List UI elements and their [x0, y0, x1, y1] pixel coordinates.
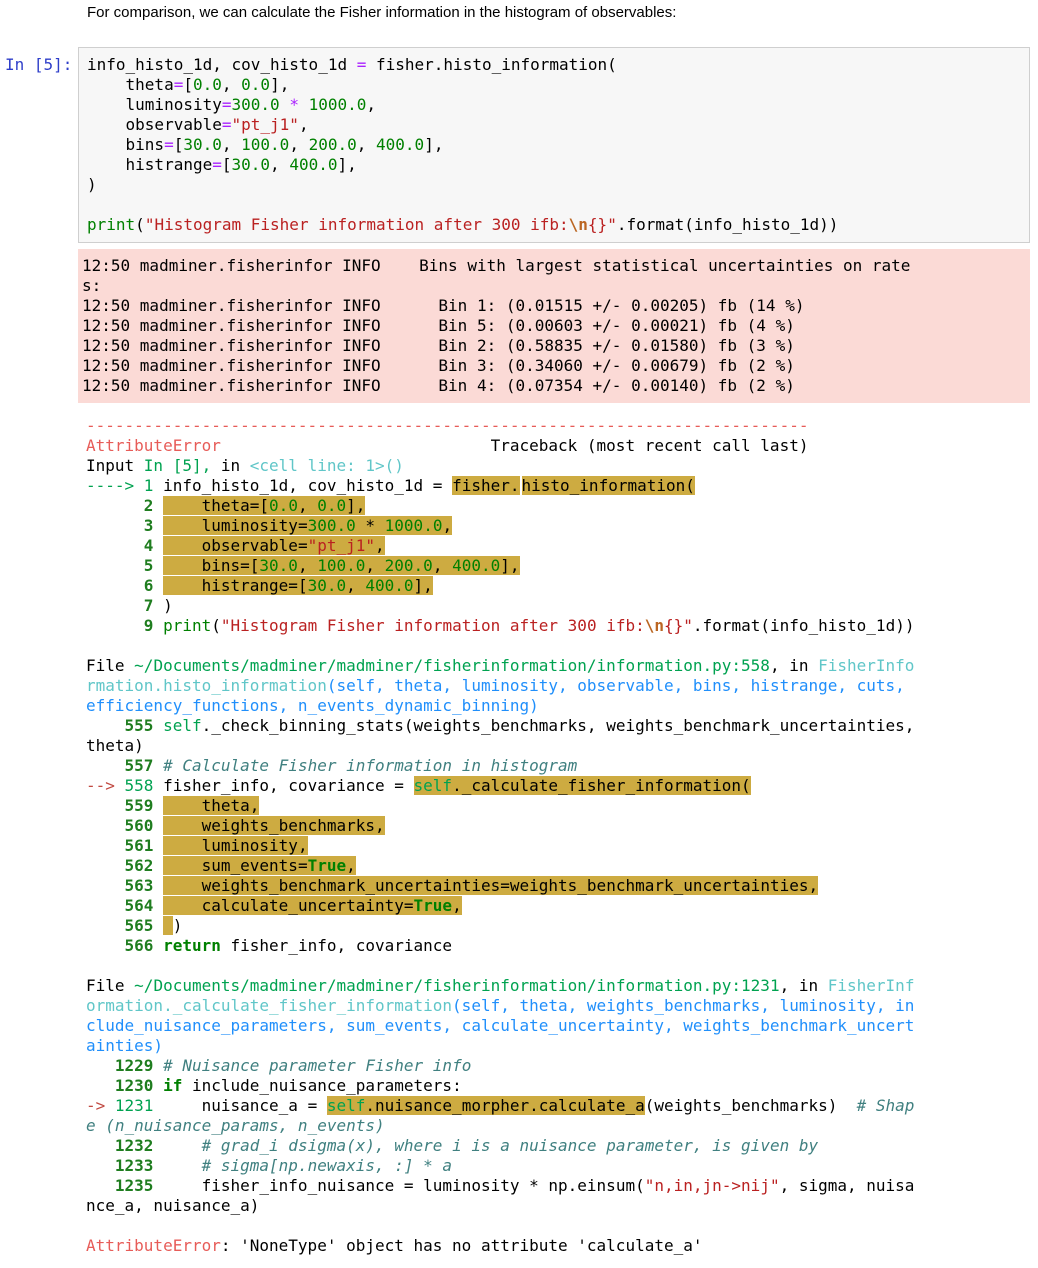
code-line: 12:50 madminer.fisherinfor INFO Bins with largest statistical uncertainties on rate	[82, 256, 911, 275]
code-line: ormation._calculate_fisher_information(self, theta, weights_benchmarks, luminosity, in	[86, 996, 915, 1015]
markdown-cell-text: For comparison, we can calculate the Fisher information in the histogram of observables:	[87, 4, 677, 21]
error-traceback-output	[78, 414, 1038, 1256]
code-line: histrange=[30.0, 400.0],	[87, 155, 357, 174]
code-line: 555 self._check_binning_stats(weights_benchmarks, weights_benchmark_uncertainties,	[124, 716, 915, 735]
code-line: 559 theta,	[124, 796, 260, 815]
code-line: ----> 1 info_histo_1d, cov_histo_1d = fisher. histo_information(	[86, 476, 695, 495]
code-line: nce_a, nuisance_a)	[86, 1196, 260, 1215]
code-line: 5 bins=[30.0, 100.0, 200.0, 400.0],	[143, 556, 520, 575]
code-line: -> 1231 nuisance_a = self.nuisance_morpher.calculate_a(weights_benchmarks) # Shap	[86, 1096, 915, 1115]
code-line: clude_nuisance_parameters, sum_events, calculate_uncertainty, weights_benchmark_uncert	[86, 1016, 915, 1035]
code-line: 1233 # sigma[np.newaxis, :] * a	[114, 1156, 453, 1175]
code-cell-input[interactable]	[78, 47, 1030, 243]
code-line: observable="pt_j1",	[87, 115, 309, 134]
code-line: 562 sum_events=True,	[124, 856, 356, 875]
code-line: 3 luminosity=300.0 * 1000.0,	[143, 516, 453, 535]
code-line: AttributeError Traceback (most recent call last)	[86, 436, 809, 455]
code-line: 6 histrange=[30.0, 400.0],	[143, 576, 433, 595]
code-line: 12:50 madminer.fisherinfor INFO Bin 2: (0.58835 +/- 0.01580) fb (3 %)	[82, 336, 795, 355]
code-line: efficiency_functions, n_events_dynamic_binning)	[86, 696, 539, 715]
code-line: 2 theta=[0.0, 0.0],	[143, 496, 366, 515]
code-line: rmation.histo_information(self, theta, luminosity, observable, bins, histrange, cuts,	[86, 676, 905, 695]
code-line: 1232 # grad_i dsigma(x), where i is a nuisance parameter, is given by	[114, 1136, 819, 1155]
code-line: Input In [5], in <cell line: 1>()	[86, 456, 404, 475]
code-line: ---------------------------------------------------------------------------	[86, 416, 809, 435]
code-line: s:	[82, 276, 102, 295]
code-line: 1229 # Nuisance parameter Fisher info	[114, 1056, 472, 1075]
code-line: luminosity=300.0 * 1000.0,	[87, 95, 377, 114]
code-line: 560 weights_benchmarks,	[124, 816, 385, 835]
code-line: 563 weights_benchmark_uncertainties=weights_benchmark_uncertainties,	[124, 876, 819, 895]
code-line: 4 observable="pt_j1",	[143, 536, 385, 555]
code-line: 12:50 madminer.fisherinfor INFO Bin 1: (0.01515 +/- 0.00205) fb (14 %)	[82, 296, 805, 315]
code-line: 561 luminosity,	[124, 836, 308, 855]
code-line	[86, 956, 1038, 976]
code-line	[86, 636, 1038, 656]
code-line: )	[87, 175, 97, 194]
cell-input-prompt: In [5]:	[5, 55, 73, 74]
code-line: 1235 fisher_info_nuisance = luminosity * np.einsum("n,in,jn->nij", sigma, nuisa	[114, 1176, 915, 1195]
code-line: 566 return fisher_info, covariance	[124, 936, 453, 955]
code-line: File ~/Documents/madminer/madminer/fisherinformation/information.py:1231, in FisherInf	[86, 976, 915, 995]
code-line: 12:50 madminer.fisherinfor INFO Bin 5: (0.00603 +/- 0.00021) fb (4 %)	[82, 316, 795, 335]
code-line	[87, 195, 1029, 215]
code-line: theta)	[86, 736, 144, 755]
code-line: 12:50 madminer.fisherinfor INFO Bin 3: (0.34060 +/- 0.00679) fb (2 %)	[82, 356, 795, 375]
code-line: AttributeError: 'NoneType' object has no attribute 'calculate_a'	[86, 1236, 703, 1255]
stderr-log-output	[78, 249, 1030, 403]
code-line: --> 558 fisher_info, covariance = self._calculate_fisher_information(	[86, 776, 751, 795]
code-line: 7 )	[143, 596, 173, 615]
code-line: print("Histogram Fisher information after 300 ifb:\n{}".format(info_histo_1d))	[87, 215, 839, 234]
code-line: File ~/Documents/madminer/madminer/fisherinformation/information.py:558, in FisherInfo	[86, 656, 915, 675]
code-line: info_histo_1d, cov_histo_1d = fisher.histo_information(	[87, 55, 617, 74]
code-line: 12:50 madminer.fisherinfor INFO Bin 4: (0.07354 +/- 0.00140) fb (2 %)	[82, 376, 795, 395]
code-line: ainties)	[86, 1036, 164, 1055]
code-line: bins=[30.0, 100.0, 200.0, 400.0],	[87, 135, 444, 154]
code-line: 565 )	[124, 916, 183, 935]
code-line: theta=[0.0, 0.0],	[87, 75, 290, 94]
code-line: 564 calculate_uncertainty=True,	[124, 896, 462, 915]
code-line: 9 print("Histogram Fisher information after 300 ifb:\n{}".format(info_histo_1d))	[143, 616, 915, 635]
code-line: 1230 if include_nuisance_parameters:	[114, 1076, 462, 1095]
code-line: e (n_nuisance_params, n_events)	[86, 1116, 385, 1135]
code-line: 557 # Calculate Fisher information in histogram	[124, 756, 578, 775]
code-line	[86, 1216, 1038, 1236]
